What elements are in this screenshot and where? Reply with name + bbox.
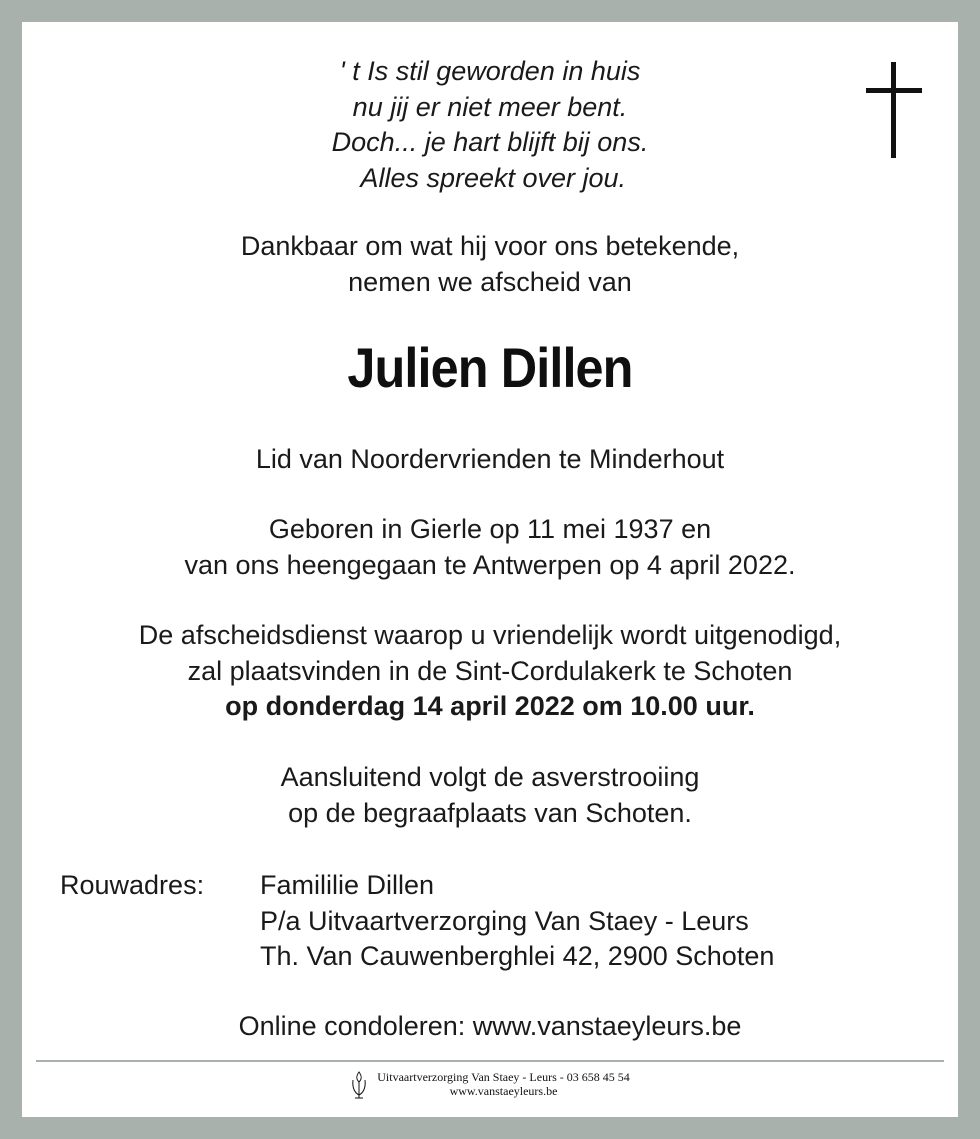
poem-line: Alles spreekt over jou. <box>353 162 627 193</box>
membership-text <box>40 442 940 478</box>
intro-text <box>40 229 940 300</box>
online-condolences <box>40 1009 940 1045</box>
poem-line: nu jij er niet meer bent. <box>352 91 628 122</box>
address-line: Famililie Dillen <box>260 870 435 900</box>
membership-line: Lid van Noordervrienden te Minderhout <box>255 444 725 474</box>
address-lines <box>260 868 774 975</box>
online-condolences-text: Online condoleren: www.vanstaeyleurs.be <box>238 1011 742 1041</box>
address-line: P/a Uitvaartverzorging Van Staey - Leurs <box>260 905 749 936</box>
service-date: op donderdag 14 april 2022 om 10.00 uur. <box>225 691 755 721</box>
after-line: op de begraafplaats van Schoten. <box>288 797 692 828</box>
footer-text <box>377 1070 630 1098</box>
address-line: Th. Van Cauwenberghlei 42, 2900 Schoten <box>260 941 775 971</box>
candle-logo-icon <box>350 1070 368 1100</box>
funeral-home-footer <box>0 1070 980 1100</box>
service-text <box>40 618 940 725</box>
after-line: Aansluitend volgt de asverstrooiing <box>280 762 700 792</box>
service-line: zal plaatsvinden in de Sint-Cordulakerk te Schoten <box>187 655 793 686</box>
intro-line: Dankbaar om wat hij voor ons betekende, <box>240 231 740 261</box>
address-label: Rouwadres: <box>60 870 205 900</box>
service-line: De afscheidsdienst waarop u vriendelijk wordt uitgenodigd, <box>138 620 842 650</box>
poem <box>180 54 800 196</box>
cross-icon <box>866 62 922 158</box>
after-service-text <box>40 760 940 831</box>
died-line: van ons heengegaan te Antwerpen op 4 april 2022. <box>184 549 796 580</box>
intro-line: nemen we afscheid van <box>348 266 632 297</box>
deceased-name: Julien Dillen <box>347 336 633 399</box>
footer-divider <box>36 1060 944 1062</box>
poem-line: Doch... je hart blijft bij ons. <box>331 127 649 157</box>
footer-company: Uitvaartverzorging Van Staey - Leurs - 03 658 45 54 <box>377 1070 630 1084</box>
poem-line: ' t Is stil geworden in huis <box>339 56 641 86</box>
born-line: Geboren in Gierle op 11 mei 1937 en <box>268 514 712 544</box>
footer-website: www.vanstaeyleurs.be <box>449 1084 558 1098</box>
birth-death-text <box>40 512 940 583</box>
